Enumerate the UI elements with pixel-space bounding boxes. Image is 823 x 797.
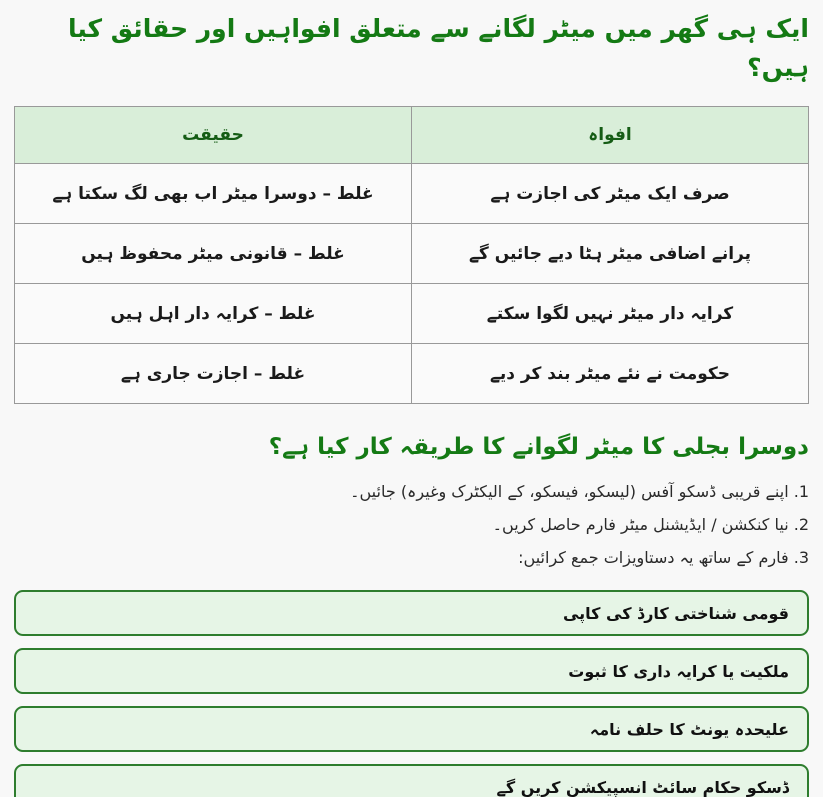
rumors-facts-table bbox=[14, 106, 809, 404]
rumor-cell: حکومت نے نئے میٹر بند کر دیے bbox=[412, 343, 809, 403]
document-label: ڈسکو حکام سائٹ انسپیکشن کریں گے bbox=[496, 777, 789, 797]
column-header-rumor: افواہ bbox=[412, 106, 809, 163]
rumor-cell: کرایہ دار میٹر نہیں لگوا سکتے bbox=[412, 283, 809, 343]
procedure-step: 3. فارم کے ساتھ یہ دستاویزات جمع کرائیں: bbox=[518, 547, 809, 567]
page-title: ایک ہی گھر میں میٹر لگانے سے متعلق افواہیں اور حقائق کیا ہیں؟ bbox=[67, 14, 809, 82]
document-label: قومی شناختی کارڈ کی کاپی bbox=[562, 603, 789, 623]
document-label: علیحدہ یونٹ کا حلف نامہ bbox=[589, 719, 789, 739]
fact-cell: غلط – قانونی میٹر محفوظ ہیں bbox=[15, 223, 412, 283]
document-item-cnic-copy bbox=[14, 590, 809, 636]
procedure-steps-list bbox=[14, 476, 809, 574]
document-item-separate-unit-affidavit bbox=[14, 706, 809, 752]
column-header-fact: حقیقت bbox=[15, 106, 412, 163]
fact-cell: غلط – کرایہ دار اہل ہیں bbox=[15, 283, 412, 343]
table-row bbox=[15, 283, 809, 343]
table-row bbox=[15, 163, 809, 223]
table-header-row bbox=[15, 106, 809, 163]
rumor-cell: صرف ایک میٹر کی اجازت ہے bbox=[412, 163, 809, 223]
document-item-site-inspection bbox=[14, 764, 809, 797]
procedure-step: 2. نیا کنکشن / ایڈیشنل میٹر فارم حاصل کریں۔ bbox=[492, 514, 809, 534]
rumor-cell: پرانے اضافی میٹر ہٹا دیے جائیں گے bbox=[412, 223, 809, 283]
document-label: ملکیت یا کرایہ داری کا ثبوت bbox=[568, 661, 789, 681]
table-row bbox=[15, 343, 809, 403]
fact-cell: غلط – اجازت جاری ہے bbox=[15, 343, 412, 403]
table-row bbox=[15, 223, 809, 283]
document-item-ownership-proof bbox=[14, 648, 809, 694]
procedure-heading: دوسرا بجلی کا میٹر لگوانے کا طریقہ کار کیا ہے؟ bbox=[268, 433, 809, 460]
fact-cell: غلط – دوسرا میٹر اب بھی لگ سکتا ہے bbox=[15, 163, 412, 223]
procedure-step: 1. اپنے قریبی ڈسکو آفس (لیسکو، فیسکو، کے الیکٹرک وغیرہ) جائیں۔ bbox=[350, 482, 809, 501]
